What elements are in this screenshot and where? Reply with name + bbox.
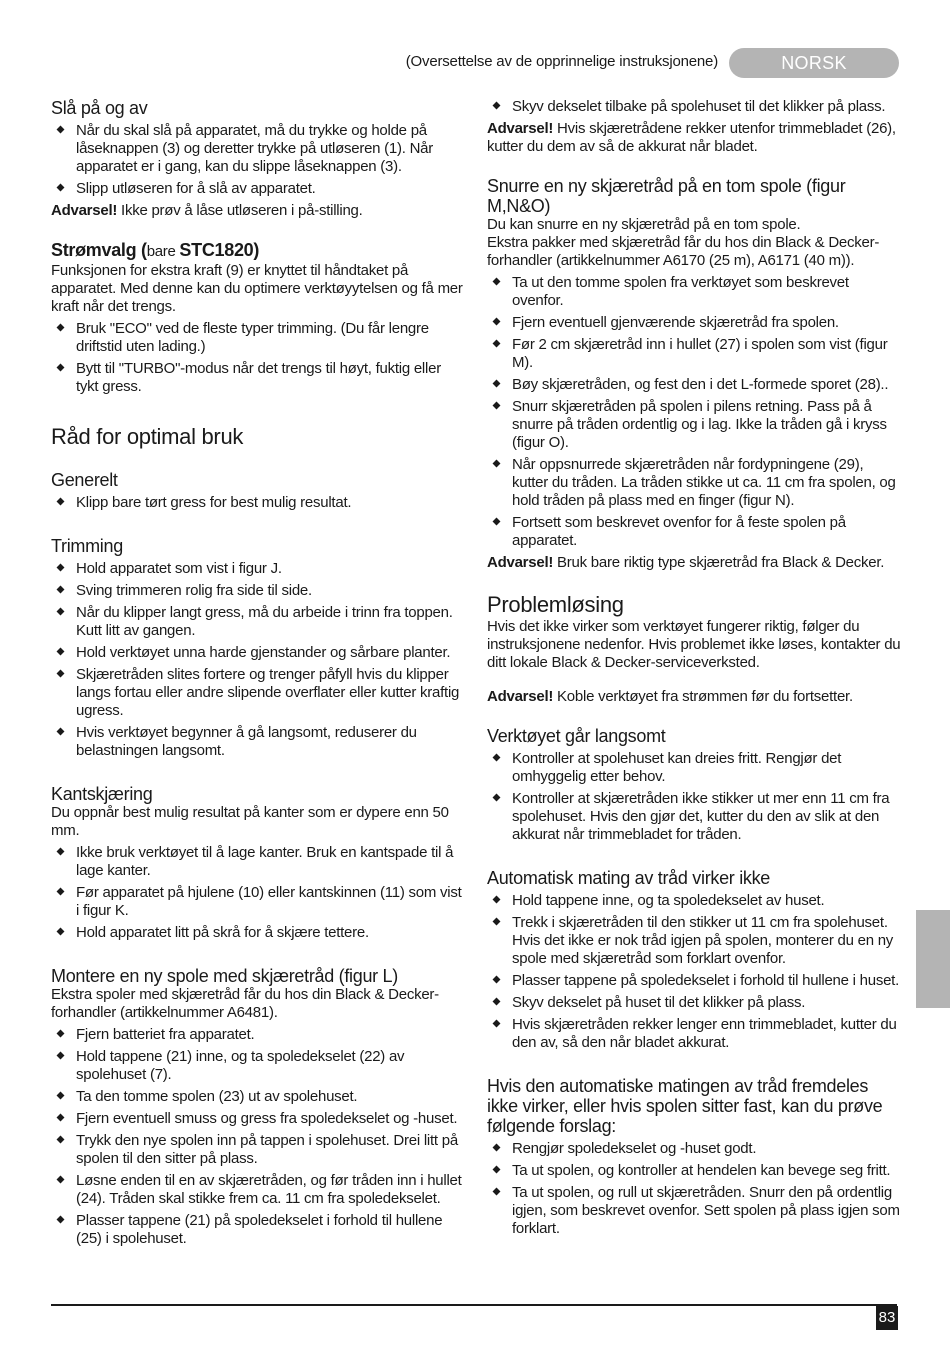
section-title-montere: Montere en ny spole med skjæretråd (figur L) — [51, 966, 398, 986]
diamond-bullet-icon — [57, 498, 65, 506]
list-item — [487, 398, 902, 452]
list-fremdeles — [487, 1140, 902, 1238]
diamond-bullet-icon — [493, 278, 501, 286]
list-item-text: Hold apparatet litt på skrå for å skjære tettere. — [76, 924, 369, 941]
list-item-text: Bytt til "TURBO"-modus når det trengs til høyt, fuktig eller tykt gress. — [76, 360, 441, 395]
left-column — [51, 98, 466, 1252]
diamond-bullet-icon — [57, 1136, 65, 1144]
list-continued — [487, 98, 902, 116]
diamond-bullet-icon — [493, 1020, 501, 1028]
list-item-text: Slipp utløseren for å slå av apparatet. — [76, 180, 316, 197]
list-item-text: Hold apparatet som vist i figur J. — [76, 560, 282, 577]
list-item-text: Når du skal slå på apparatet, må du trykke og holde på låseknappen (3) og deretter trykke på utløseren (1). Når apparatet er i gang, kan du slippe låseknappen (3). — [76, 122, 434, 175]
diamond-bullet-icon — [57, 1052, 65, 1060]
diamond-bullet-icon — [493, 102, 501, 110]
stromvalg-intro: Funksjonen for ekstra kraft (9) er knyttet til håndtaket på apparatet. Med denne kan du optimere verktøyytelsen og få mer kraft når det trengs. — [51, 262, 463, 315]
section-title-rad: Råd for optimal bruk — [51, 424, 244, 449]
list-item-text: Ta ut den tomme spolen fra verktøyet som beskrevet ovenfor. — [512, 274, 849, 309]
list-sla-pa — [51, 122, 466, 198]
list-item — [51, 844, 466, 880]
list-item — [487, 1184, 902, 1238]
diamond-bullet-icon — [493, 340, 501, 348]
diamond-bullet-icon — [57, 888, 65, 896]
montere-intro: Ekstra spoler med skjæretråd får du hos din Black & Decker-forhandler (artikkelnummer A6481). — [51, 986, 439, 1021]
diamond-bullet-icon — [57, 1176, 65, 1184]
page-number: 83 — [876, 1306, 898, 1330]
section-title-snurre: Snurre en ny skjæretråd på en tom spole (figur M,N&O) — [487, 176, 846, 216]
diamond-bullet-icon — [57, 1030, 65, 1038]
list-item-text: Fjern batteriet fra apparatet. — [76, 1026, 255, 1043]
diamond-bullet-icon — [493, 380, 501, 388]
diamond-bullet-icon — [493, 1144, 501, 1152]
list-item — [51, 180, 466, 198]
diamond-bullet-icon — [57, 1114, 65, 1122]
list-item — [51, 122, 466, 176]
list-montere — [51, 1026, 466, 1248]
diamond-bullet-icon — [57, 126, 65, 134]
diamond-bullet-icon — [493, 976, 501, 984]
list-item — [487, 456, 902, 510]
side-tab — [916, 910, 950, 1008]
diamond-bullet-icon — [493, 518, 501, 526]
diamond-bullet-icon — [57, 184, 65, 192]
diamond-bullet-icon — [493, 918, 501, 926]
list-item — [487, 1140, 902, 1158]
footer-rule — [51, 1304, 897, 1306]
diamond-bullet-icon — [57, 848, 65, 856]
diamond-bullet-icon — [57, 324, 65, 332]
diamond-bullet-icon — [57, 1216, 65, 1224]
list-item-text: Trekk i skjæretråden til den stikker ut 11 cm fra spolehuset. Hvis det ikke er nok tråd igjen på spolen, monterer du en ny spole med skjæretråd som forklart ovenfor. — [512, 914, 894, 967]
list-item-text: Kontroller at skjæretråden ikke stikker ut mer enn 11 cm fra spolehuset. Hvis den gjør det, kutter du den av slik at den akkurat når trimmebladet for tråden. — [512, 790, 890, 843]
warning-continued: Advarsel! Hvis skjæretrådene rekker utenfor trimmebladet (26), kutter du dem av så de akkurat når bladet. — [487, 120, 896, 155]
list-item — [51, 582, 466, 600]
list-item — [51, 1132, 466, 1168]
language-badge: NORSK — [729, 48, 899, 78]
translation-note: (Oversettelse av de opprinnelige instruksjonene) — [405, 53, 718, 70]
list-item — [51, 644, 466, 662]
warning-snurre: Advarsel! Bruk bare riktig type skjæretråd fra Black & Decker. — [487, 554, 885, 571]
list-item — [487, 336, 902, 372]
list-snurre — [487, 274, 902, 550]
list-item-text: Fortsett som beskrevet ovenfor for å feste spolen på apparatet. — [512, 514, 846, 549]
list-item-text: Plasser tappene (21) på spoledekselet i forhold til hullene (25) i spolehuset. — [76, 1212, 443, 1247]
diamond-bullet-icon — [57, 1092, 65, 1100]
list-item-text: Rengjør spoledekselet og -huset godt. — [512, 1140, 757, 1157]
list-item-text: Før apparatet på hjulene (10) eller kantskinnen (11) som vist i figur K. — [76, 884, 462, 919]
section-title-trimming: Trimming — [51, 536, 123, 556]
snurre-intro: Du kan snurre en ny skjæretråd på en tom spole. — [487, 216, 801, 233]
list-item-text: Ta den tomme spolen (23) ut av spolehuset. — [76, 1088, 358, 1105]
list-item — [51, 560, 466, 578]
section-title-automatisk: Automatisk mating av tråd virker ikke — [487, 868, 771, 888]
list-item — [487, 972, 902, 990]
list-trimming — [51, 560, 466, 760]
diamond-bullet-icon — [57, 564, 65, 572]
list-item-text: Løsne enden til en av skjæretråden, og før tråden inn i hullet (24). Tråden skal stikke frem ca. 11 cm fra spoledekselet. — [76, 1172, 462, 1207]
list-item — [51, 1026, 466, 1044]
section-title-problem: Problemløsing — [487, 592, 624, 617]
list-item-text: Ta ut spolen, og rull ut skjæretråden. Snurr den på ordentlig igjen, som beskrevet ovenfor. Sett spolen på plass igjen som forklart. — [512, 1184, 900, 1237]
snurre-intro-2: Ekstra pakker med skjæretråd får du hos din Black & Decker-forhandler (artikkelnummer A6170 (25 m), A6171 (40 m)). — [487, 234, 880, 269]
diamond-bullet-icon — [57, 648, 65, 656]
section-title-fremdeles: Hvis den automatiske matingen av tråd fremdeles ikke virker, eller hvis spolen sitter fast, kan du prøve følgende forslag: — [487, 1076, 883, 1136]
diamond-bullet-icon — [493, 998, 501, 1006]
list-item-text: Hvis verktøyet begynner å gå langsomt, reduserer du belastningen langsomt. — [76, 724, 417, 759]
list-item — [51, 604, 466, 640]
list-item — [51, 1212, 466, 1248]
section-title-langsomt: Verktøyet går langsomt — [487, 726, 666, 746]
section-title-kantskjaring: Kantskjæring — [51, 784, 153, 804]
list-item-text: Sving trimmeren rolig fra side til side. — [76, 582, 312, 599]
diamond-bullet-icon — [57, 928, 65, 936]
list-item — [487, 914, 902, 968]
list-item — [51, 494, 466, 512]
list-item — [51, 884, 466, 920]
list-item-text: Fjern eventuell smuss og gress fra spoledekselet og -huset. — [76, 1110, 458, 1127]
diamond-bullet-icon — [57, 728, 65, 736]
list-item — [51, 320, 466, 356]
diamond-bullet-icon — [493, 1166, 501, 1174]
list-item-text: Hvis skjæretråden rekker lenger enn trimmebladet, kutter du den av, så den når bladet akkurat. — [512, 1016, 897, 1051]
list-item — [487, 994, 902, 1012]
list-item-text: Bøy skjæretråden, og fest den i det L-formede sporet (28).. — [512, 376, 889, 393]
list-item — [51, 666, 466, 720]
list-stromvalg — [51, 320, 466, 396]
list-item-text: Snurr skjæretråden på spolen i pilens retning. Pass på å snurre på tråden ordentlig og i lag. Ikke la tråden gå i kryss (figur O). — [512, 398, 887, 451]
list-item — [51, 360, 466, 396]
list-kantskjaring — [51, 844, 466, 942]
list-item — [487, 790, 902, 844]
section-title-generelt: Generelt — [51, 470, 118, 490]
kantskjaring-intro: Du oppnår best mulig resultat på kanter som er dypere enn 50 mm. — [51, 804, 449, 839]
list-item — [487, 514, 902, 550]
list-item — [51, 1172, 466, 1208]
section-title-sla-pa: Slå på og av — [51, 98, 148, 118]
list-item — [51, 1048, 466, 1084]
list-item — [51, 724, 466, 760]
list-item-text: Kontroller at spolehuset kan dreies fritt. Rengjør det omhyggelig etter behov. — [512, 750, 842, 785]
list-item-text: Plasser tappene på spoledekselet i forhold til hullene i huset. — [512, 972, 900, 989]
list-item-text: Før 2 cm skjæretråd inn i hullet (27) i spolen som vist (figur M). — [512, 336, 888, 371]
list-item — [51, 924, 466, 942]
diamond-bullet-icon — [493, 402, 501, 410]
list-item-text: Trykk den nye spolen inn på tappen i spolehuset. Drei litt på spolen til den sitter på plass. — [76, 1132, 458, 1167]
list-item-text: Ta ut spolen, og kontroller at hendelen kan bevege seg fritt. — [512, 1162, 891, 1179]
diamond-bullet-icon — [493, 896, 501, 904]
diamond-bullet-icon — [57, 586, 65, 594]
list-item — [487, 1016, 902, 1052]
diamond-bullet-icon — [57, 364, 65, 372]
list-item-text: Skjæretråden slites fortere og trenger påfyll hvis du klipper langs fortau eller andre slipende overflater eller kutter kraftig ugress. — [76, 666, 460, 719]
list-item-text: Skyv dekselet på huset til det klikker på plass. — [512, 994, 806, 1011]
list-item-text: Når oppsnurrede skjæretråden når fordypningene (29), kutter du tråden. La tråden stikke ut ca. 11 cm fra spolen, og hold tråden på plass med en finger (figur N). — [512, 456, 896, 509]
warning-sla-pa: Advarsel! Ikke prøv å låse utløseren i på-stilling. — [51, 202, 363, 219]
list-item-text: Hold tappene (21) inne, og ta spoledekselet (22) av spolehuset (7). — [76, 1048, 405, 1083]
list-item — [487, 1162, 902, 1180]
list-langsomt — [487, 750, 902, 844]
list-item-text: Hold tappene inne, og ta spoledekselet av huset. — [512, 892, 825, 909]
list-item — [51, 1088, 466, 1106]
list-item — [487, 314, 902, 332]
right-column — [487, 98, 902, 1242]
list-automatisk — [487, 892, 902, 1052]
list-generelt — [51, 494, 466, 512]
list-item — [487, 750, 902, 786]
diamond-bullet-icon — [493, 794, 501, 802]
list-item-text: Fjern eventuell gjenværende skjæretråd fra spolen. — [512, 314, 839, 331]
list-item-text: Hold verktøyet unna harde gjenstander og sårbare planter. — [76, 644, 451, 661]
list-item — [51, 1110, 466, 1128]
list-item-text: Ikke bruk verktøyet til å lage kanter. Bruk en kantspade til å lage kanter. — [76, 844, 454, 879]
list-item-text: Klipp bare tørt gress for best mulig resultat. — [76, 494, 352, 511]
list-item-text: Skyv dekselet tilbake på spolehuset til det klikker på plass. — [512, 98, 886, 115]
diamond-bullet-icon — [493, 754, 501, 762]
problem-intro: Hvis det ikke virker som verktøyet fungerer riktig, følger du instruksjonene nedenfor. Hvis problemet ikke løses, kontakter du ditt lokale Black & Decker-serviceverksted. — [487, 618, 901, 671]
list-item — [487, 98, 902, 116]
diamond-bullet-icon — [493, 1188, 501, 1196]
list-item — [487, 376, 902, 394]
list-item-text: Når du klipper langt gress, må du arbeide i trinn fra toppen. Kutt litt av gangen. — [76, 604, 453, 639]
diamond-bullet-icon — [493, 318, 501, 326]
section-title-stromvalg: Strømvalg (bare STC1820) — [51, 240, 260, 260]
diamond-bullet-icon — [57, 670, 65, 678]
diamond-bullet-icon — [493, 460, 501, 468]
list-item — [487, 274, 902, 310]
warning-problem: Advarsel! Koble verktøyet fra strømmen før du fortsetter. — [487, 688, 853, 705]
diamond-bullet-icon — [57, 608, 65, 616]
list-item-text: Bruk "ECO" ved de fleste typer trimming. (Du får lengre driftstid uten lading.) — [76, 320, 429, 355]
list-item — [487, 892, 902, 910]
